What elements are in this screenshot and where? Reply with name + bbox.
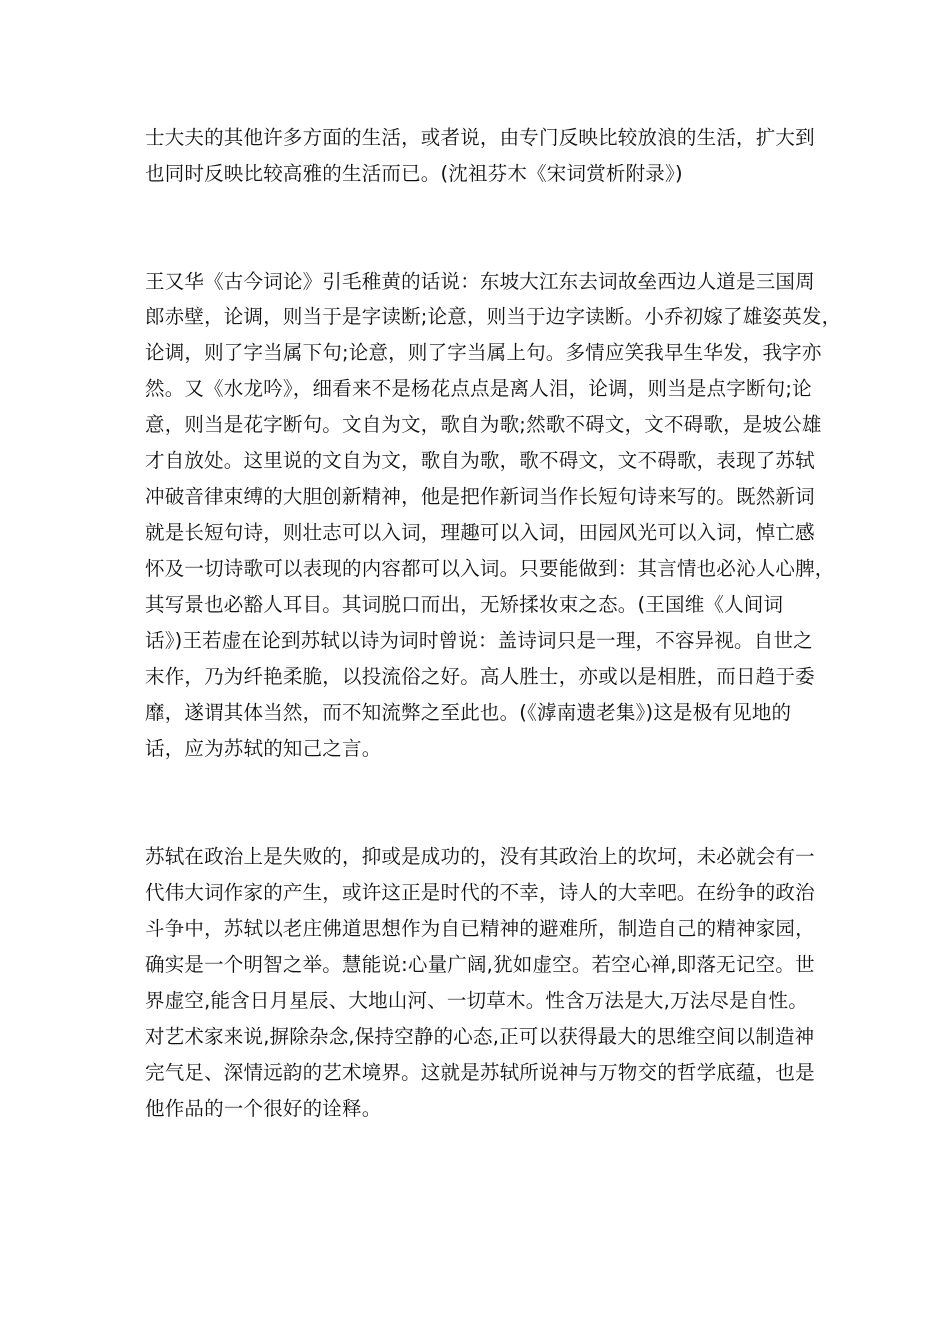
text-line: 其写景也必豁人耳目。其词脱口而出，无矫揉妆束之态。(王国维《人间词	[145, 593, 784, 616]
text-line: 才自放处。这里说的文自为文，歌自为歌，歌不碍文，文不碍歌，表现了苏轼	[145, 449, 815, 472]
text-line: 论调，则了字当属下句;论意，则了字当属上句。多情应笑我早生华发，我字亦	[145, 341, 822, 364]
text-line: 意，则当是花字断句。文自为文，歌自为歌;然歌不碍文，文不碍歌，是坡公雄	[145, 413, 822, 436]
text-line: 完气足、深情远韵的艺术境界。这就是苏轼所说神与万物交的哲学底蕴，也是	[145, 1061, 815, 1084]
text-line: 靡，遂谓其体当然，而不知流弊之至此也。(《滹南遗老集》)这是极有见地的	[145, 701, 792, 724]
text-line: 斗争中，苏轼以老庄佛道思想作为自已精神的避难所，制造自己的精神家园，	[145, 917, 815, 940]
text-line: 冲破音律束缚的大胆创新精神，他是把作新词当作长短句诗来写的。既然新词	[145, 485, 815, 508]
text-line: 界虚空,能含日月星辰、大地山河、一切草木。性含万法是大,万法尽是自性。	[145, 989, 808, 1012]
text-line: 话，应为苏轼的知己之言。	[145, 737, 382, 760]
text-line: 确实是一个明智之举。慧能说:心量广阔,犹如虚空。若空心禅,即落无记空。世	[145, 953, 815, 976]
text-line: 对艺术家来说,摒除杂念,保持空静的心态,正可以获得最大的思维空间以制造神	[145, 1025, 815, 1048]
text-line: 怀及一切诗歌可以表现的内容都可以入词。只要能做到：其言情也必沁人心脾，	[145, 557, 835, 580]
text-line: 然。又《水龙吟》，细看来不是杨花点点是离人泪，论调，则当是点字断句;论	[145, 377, 812, 400]
text-line: 末作，乃为纤艳柔脆，以投流俗之好。高人胜士，亦或以是相胜，而日趋于委	[145, 665, 815, 688]
text-line: 郎赤壁，论调，则当于是字读断;论意，则当于边字读断。小乔初嫁了雄姿英发，	[145, 305, 842, 328]
text-line: 苏轼在政治上是失败的，抑或是成功的，没有其政治上的坎坷，未必就会有一	[145, 845, 815, 868]
text-line: 话》)王若虚在论到苏轼以诗为词时曾说：盖诗词只是一理，不容异视。自世之	[145, 629, 813, 652]
text-line: 也同时反映比较高雅的生活而已。(沈祖芬木《宋词赏析附录》)	[145, 162, 683, 185]
text-line: 就是长短句诗，则壮志可以入词，理趣可以入词，田园风光可以入词，悼亡感	[145, 521, 815, 544]
text-line: 士大夫的其他许多方面的生活，或者说，由专门反映比较放浪的生活，扩大到	[145, 126, 815, 149]
text-line: 代伟大词作家的产生，或许这正是时代的不幸，诗人的大幸吧。在纷争的政治	[145, 881, 815, 904]
text-line: 王又华《古今词论》引毛稚黄的话说：东坡大江东去词故垒西边人道是三国周	[145, 270, 815, 293]
text-line: 他作品的一个很好的诠释。	[145, 1097, 382, 1120]
